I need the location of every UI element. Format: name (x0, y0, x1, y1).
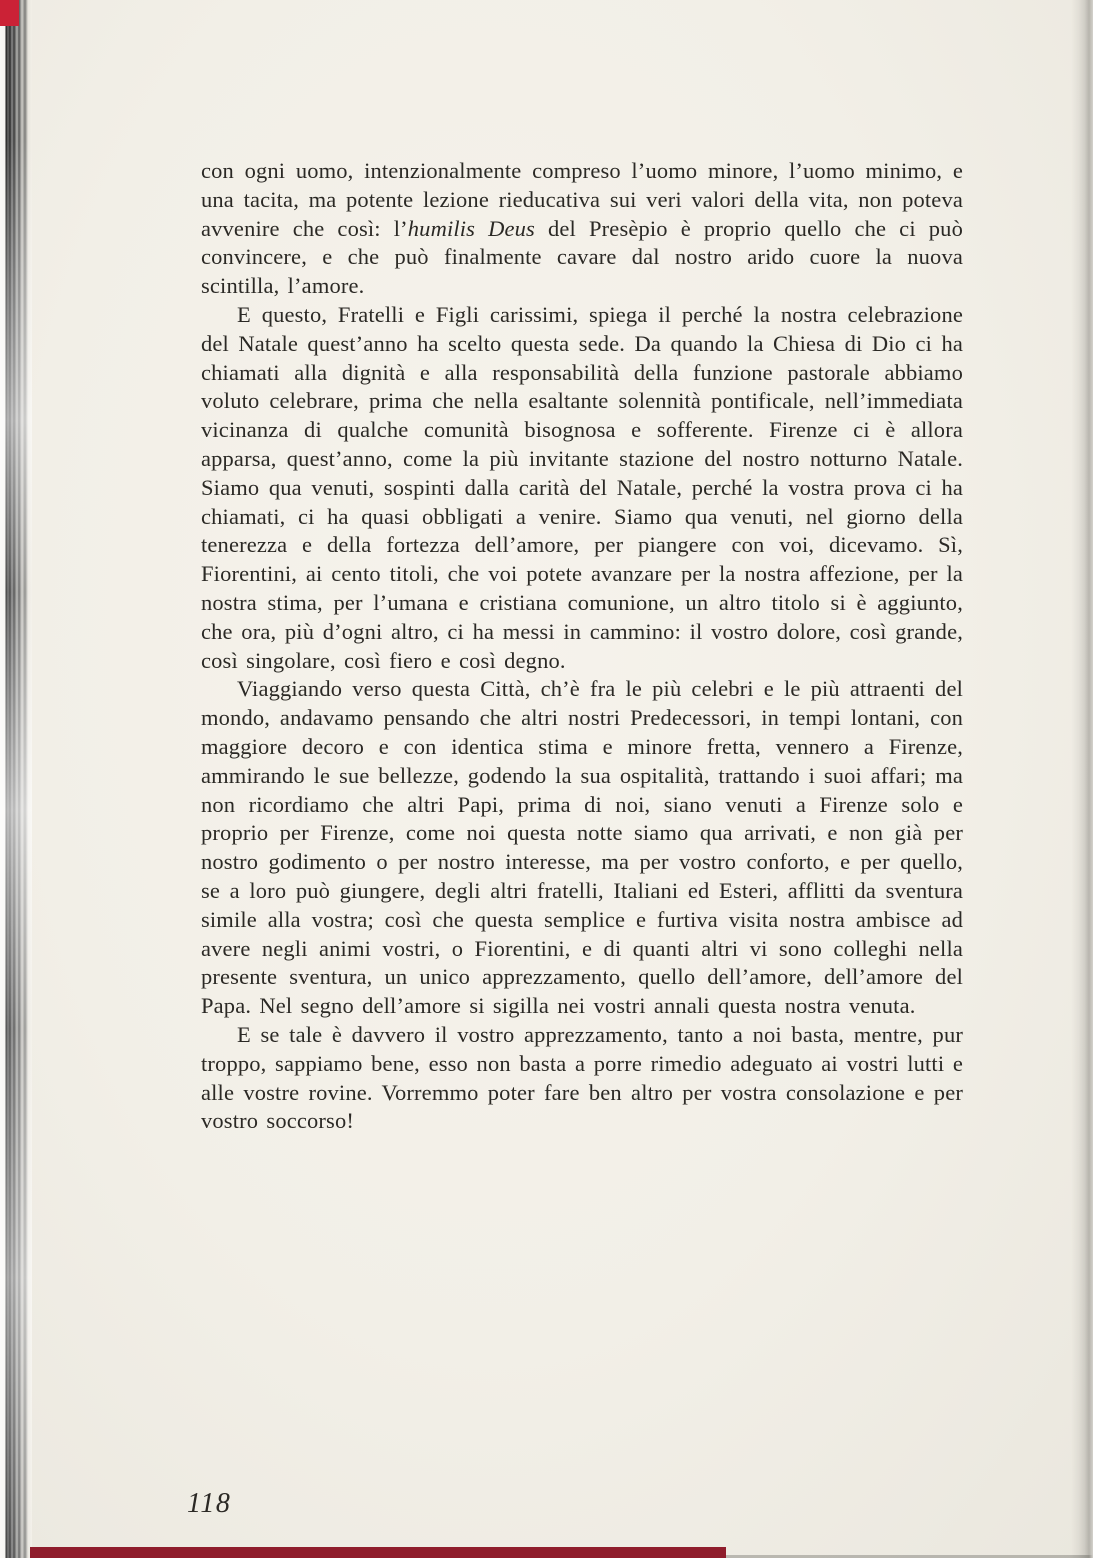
paragraph: E se tale è davvero il vostro apprezzamento, tanto a noi basta, mentre, pur troppo, sappiamo bene, esso non basta a porre rimedio adeguato ai vostri lutti e alle vostre rovine. Vorremmo poter fare ben altro per vostra consolazione e per vostro soccorso! (201, 1021, 963, 1134)
text-segment: del Presèpio è proprio quello che ci può convincere, e che può finalmente cavare dal nostro arido cuore la nuova scintilla, l’amore. (201, 215, 963, 299)
page-right-edge (1071, 0, 1093, 1558)
text-segment: con ogni uomo, intenzionalmente compreso l’uomo minore, l’uomo minimo, e una tacita, ma potente lezione rieducativa sui veri valori della vita, non poteva avvenire che così: l’ (201, 158, 963, 241)
red-corner-mark (0, 0, 19, 26)
page-number: 118 (187, 1488, 232, 1519)
latin-phrase: humilis Deus (407, 215, 535, 241)
red-cover-strip (30, 1547, 726, 1558)
paragraph: Viaggiando verso questa Città, ch’è fra le più celebri e le più attraenti del mondo, andavamo pensando che altri nostri Predecessori, in tempi lontani, con maggiore decoro e con identica stima e minore fretta, vennero a Firenze, ammirando le sue bellezze, godendo la sua ospitalità, trattando i suoi affari; ma non ricordiamo che altri Papi, prima di noi, siano venuti a Firenze solo e proprio per Firenze, come noi questa notte siamo qua arrivati, e non già per nostro godimento o per nostro interesse, ma per vostro conforto, e per quello, se a loro può giungere, degli altri fratelli, Italiani ed Esteri, afflitti da sventura simile alla vostra; così che questa semplice e furtiva visita nostra ambisce ad avere negli animi vostri, o Fiorentini, e di quanti altri vi sono colleghi nella presente sventura, un unico apprezzamento, quello dell’amore, dell’amore del Papa. Nel segno dell’amore si sigilla nei vostri annali questa nostra venuta. (201, 676, 963, 1019)
page-text (201, 157, 963, 1136)
paragraph (201, 157, 963, 301)
paragraph: E questo, Fratelli e Figli carissimi, spiega il perché la nostra celebrazione del Natale quest’anno ha scelto questa sede. Da quando la Chiesa di Dio ci ha chiamati alla dignità e alla responsabilità della funzione pastorale abbiamo voluto celebrare, prima che nella esaltante solennità pontificale, nell’immediata vicinanza di qualche comunità bisognosa e sofferente. Firenze ci è allora apparsa, quest’anno, come la più invitante stazione del nostro notturno Natale. Siamo qua venuti, sospinti dalla carità del Natale, perché la vostra prova ci ha chiamati, ci ha quasi obbligati a venire. Siamo qua venuti, nel giorno della tenerezza e della fortezza dell’amore, per piangere con voi, dicevamo. Sì, Fiorentini, ai cento titoli, che voi potete avanzare per la nostra affezione, per la nostra stima, per l’umana e cristiana comunione, un altro titolo si è aggiunto, che ora, più d’ogni altro, ci ha messi in cammino: il vostro dolore, così grande, così singolare, così fiero e così degno. (201, 301, 963, 673)
book-spine-edge (0, 0, 32, 1558)
